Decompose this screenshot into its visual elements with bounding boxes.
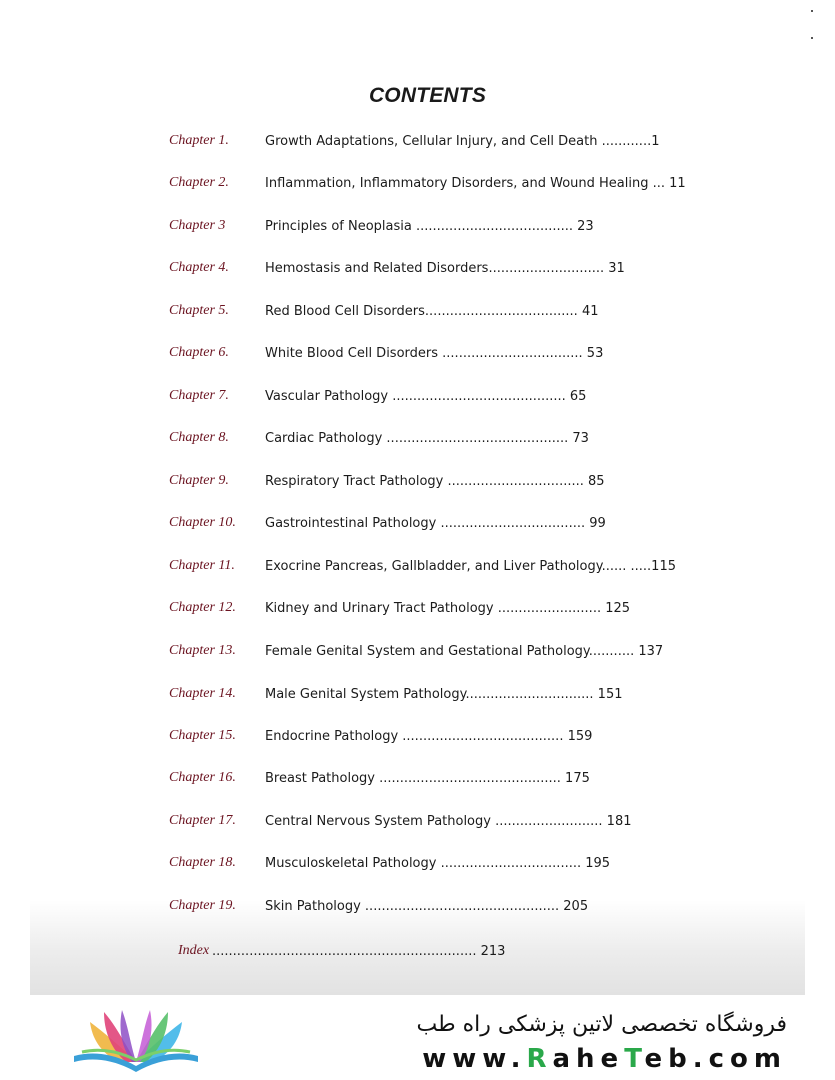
toc-entry[interactable] <box>0 728 835 750</box>
leader-page: ............................ 31 <box>488 261 625 276</box>
leader-page: ............................................ 73 <box>382 431 589 446</box>
chapter-number: Chapter 16. <box>169 770 236 785</box>
chapter-number: Chapter 15. <box>169 728 236 743</box>
chapter-number: Chapter 1. <box>169 133 229 148</box>
chapter-title: Principles of Neoplasia ...................................... 23 <box>265 219 594 234</box>
toc-entry[interactable] <box>0 430 835 452</box>
toc-index-entry[interactable] <box>0 943 835 965</box>
chapter-number: Chapter 5. <box>169 303 229 318</box>
chapter-number: Chapter 8. <box>169 430 229 445</box>
leader-page: ......................... 125 <box>493 601 631 616</box>
chapter-title: Exocrine Pancreas, Gallbladder, and Liver Pathology...... .....115 <box>265 559 676 574</box>
chapter-number: Chapter 14. <box>169 686 236 701</box>
chapter-number: Chapter 18. <box>169 855 236 870</box>
chapter-number: Chapter 12. <box>169 600 236 615</box>
chapter-title: Kidney and Urinary Tract Pathology ......................... 125 <box>265 601 631 616</box>
toc-entry[interactable] <box>0 133 835 155</box>
leader-page: ....................................... 159 <box>398 729 593 744</box>
chapter-title: Skin Pathology ............................................... 205 <box>265 899 589 914</box>
leader-page: ............1 <box>597 134 660 149</box>
leader-page: ............................... 151 <box>465 687 623 702</box>
leader-page: ............................................ 175 <box>374 771 590 786</box>
leader-page: ........... 137 <box>588 644 664 659</box>
chapter-title: Growth Adaptations, Cellular Injury, and Cell Death ............1 <box>265 134 660 149</box>
chapter-number: Chapter 9. <box>169 473 229 488</box>
chapter-title: Female Genital System and Gestational Pathology........... 137 <box>265 644 664 659</box>
chapter-number: Chapter 7. <box>169 388 229 403</box>
persian-store-name: فروشگاه تخصصی لاتین پزشکی راه طب <box>416 1012 787 1037</box>
leader-page: ................................. 85 <box>443 474 605 489</box>
open-book-logo-icon <box>70 1008 202 1074</box>
chapter-number: Chapter 17. <box>169 813 236 828</box>
toc-entry[interactable] <box>0 473 835 495</box>
leader-page: ..................................... 41 <box>424 304 599 319</box>
toc-entry[interactable] <box>0 388 835 410</box>
toc-entry[interactable] <box>0 218 835 240</box>
toc-entry[interactable] <box>0 175 835 197</box>
chapter-title: Gastrointestinal Pathology ................................... 99 <box>265 516 606 531</box>
leader-page: ................................... 99 <box>436 516 606 531</box>
chapter-number: Chapter 2. <box>169 175 229 190</box>
chapter-number: Chapter 19. <box>169 898 236 913</box>
toc-entry[interactable] <box>0 898 835 920</box>
toc-entry[interactable] <box>0 260 835 282</box>
toc-entry[interactable] <box>0 345 835 367</box>
leader-page: ...................................... 23 <box>411 219 594 234</box>
chapter-title: White Blood Cell Disorders .................................. 53 <box>265 346 604 361</box>
leader-page: .......................................... 65 <box>388 389 587 404</box>
chapter-title: Inflammation, Inflammatory Disorders, and Wound Healing ... 11 <box>265 176 686 191</box>
leader-page: ............................................... 205 <box>360 899 589 914</box>
leader-page: ... 11 <box>648 176 686 191</box>
chapter-number: Chapter 6. <box>169 345 229 360</box>
toc-entry[interactable] <box>0 600 835 622</box>
chapter-number: Chapter 3 <box>169 218 226 233</box>
index-label: Index <box>178 943 210 958</box>
toc-entry[interactable] <box>0 643 835 665</box>
leader-page: ...... .....115 <box>601 559 676 574</box>
leader-page: ................................................................ 213 <box>212 944 506 959</box>
chapter-title: Male Genital System Pathology............................... 151 <box>265 687 623 702</box>
chapter-number: Chapter 13. <box>169 643 236 658</box>
chapter-title: Breast Pathology ............................................ 175 <box>265 771 590 786</box>
toc-entry[interactable] <box>0 558 835 580</box>
website-url[interactable]: www.RaheTeb.com <box>422 1044 787 1074</box>
chapter-title: Respiratory Tract Pathology ................................. 85 <box>265 474 605 489</box>
toc-entry[interactable] <box>0 686 835 708</box>
leader-page: .................................. 53 <box>438 346 604 361</box>
chapter-title: Endocrine Pathology ....................................... 159 <box>265 729 593 744</box>
page-title: CONTENTS <box>368 84 487 107</box>
chapter-number: Chapter 10. <box>169 515 236 530</box>
toc-entry[interactable] <box>0 303 835 325</box>
leader-page: .................................. 195 <box>436 856 611 871</box>
leader-page: .......................... 181 <box>490 814 632 829</box>
chapter-title: Vascular Pathology .......................................... 65 <box>265 389 587 404</box>
toc-entry[interactable] <box>0 855 835 877</box>
toc-entry[interactable] <box>0 515 835 537</box>
toc-entry[interactable] <box>0 813 835 835</box>
chapter-title: Central Nervous System Pathology .......................... 181 <box>265 814 632 829</box>
chapter-title: Musculoskeletal Pathology .................................. 195 <box>265 856 611 871</box>
toc-entry[interactable] <box>0 770 835 792</box>
chapter-number: Chapter 11. <box>169 558 235 573</box>
chapter-title: Hemostasis and Related Disorders............................ 31 <box>265 261 625 276</box>
chapter-number: Chapter 4. <box>169 260 229 275</box>
chapter-title: Cardiac Pathology ............................................ 73 <box>265 431 589 446</box>
chapter-title: Red Blood Cell Disorders..................................... 41 <box>265 304 599 319</box>
